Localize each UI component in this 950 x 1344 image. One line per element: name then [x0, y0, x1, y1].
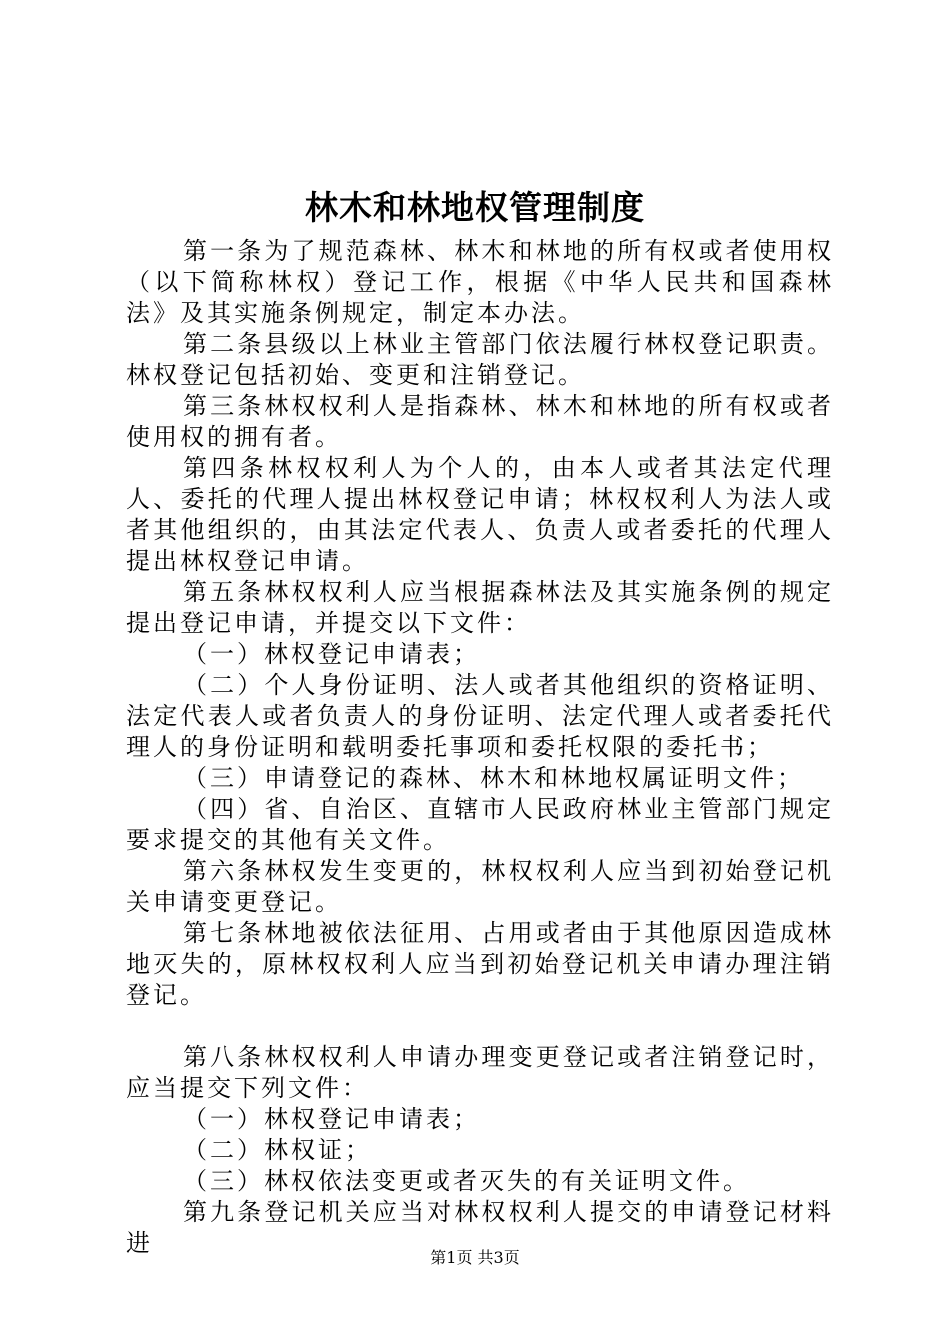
article-7: 第七条林地被依法征用、占用或者由于其他原因造成林地灭失的，原林权权利人应当到初始登记机关申请办理注销登记。 [126, 919, 834, 1009]
article-1: 第一条为了规范森林、林木和林地的所有权或者使用权（以下简称林权）登记工作，根据《中华人民共和国森林法》及其实施条例规定，制定本办法。 [126, 237, 834, 327]
article-5-item-3: （三）申请登记的森林、林木和林地权属证明文件； [183, 764, 804, 792]
article-3: 第三条林权权利人是指森林、林木和林地的所有权或者使用权的拥有者。 [126, 392, 834, 451]
article-4: 第四条林权权利人为个人的，由本人或者其法定代理人、委托的代理人提出林权登记申请；林权权利人为法人或者其他组织的，由其法定代表人、负责人或者委托的代理人提出林权登记申请。 [126, 454, 834, 575]
article-5-item-4: （四）省、自治区、直辖市人民政府林业主管部门规定要求提交的其他有关文件。 [126, 795, 834, 854]
document-body [126, 236, 834, 1259]
article-5-item-2: （二）个人身份证明、法人或者其他组织的资格证明、法定代表人或者负责人的身份证明、法定代理人或者委托代理人的身份证明和载明委托事项和委托权限的委托书； [126, 671, 834, 761]
article-6: 第六条林权发生变更的，林权权利人应当到初始登记机关申请变更登记。 [126, 857, 834, 916]
article-8: 第八条林权权利人申请办理变更登记或者注销登记时，应当提交下列文件： [126, 1043, 834, 1102]
article-8-item-2: （二）林权证； [183, 1136, 372, 1164]
article-9: 第九条登记机关应当对林权权利人提交的申请登记材料进 [126, 1198, 834, 1257]
article-2: 第二条县级以上林业主管部门依法履行林权登记职责。林权登记包括初始、变更和注销登记。 [126, 330, 834, 389]
article-8-item-3: （三）林权依法变更或者灭失的有关证明文件。 [183, 1167, 750, 1195]
article-5: 第五条林权权利人应当根据森林法及其实施条例的规定提出登记申请，并提交以下文件： [126, 578, 834, 637]
article-5-item-1: （一）林权登记申请表； [183, 640, 480, 668]
article-8-item-1: （一）林权登记申请表； [183, 1105, 480, 1133]
page-number: 第1页 共3页 [430, 1248, 520, 1267]
document-title: 林木和林地权管理制度 [305, 188, 645, 227]
